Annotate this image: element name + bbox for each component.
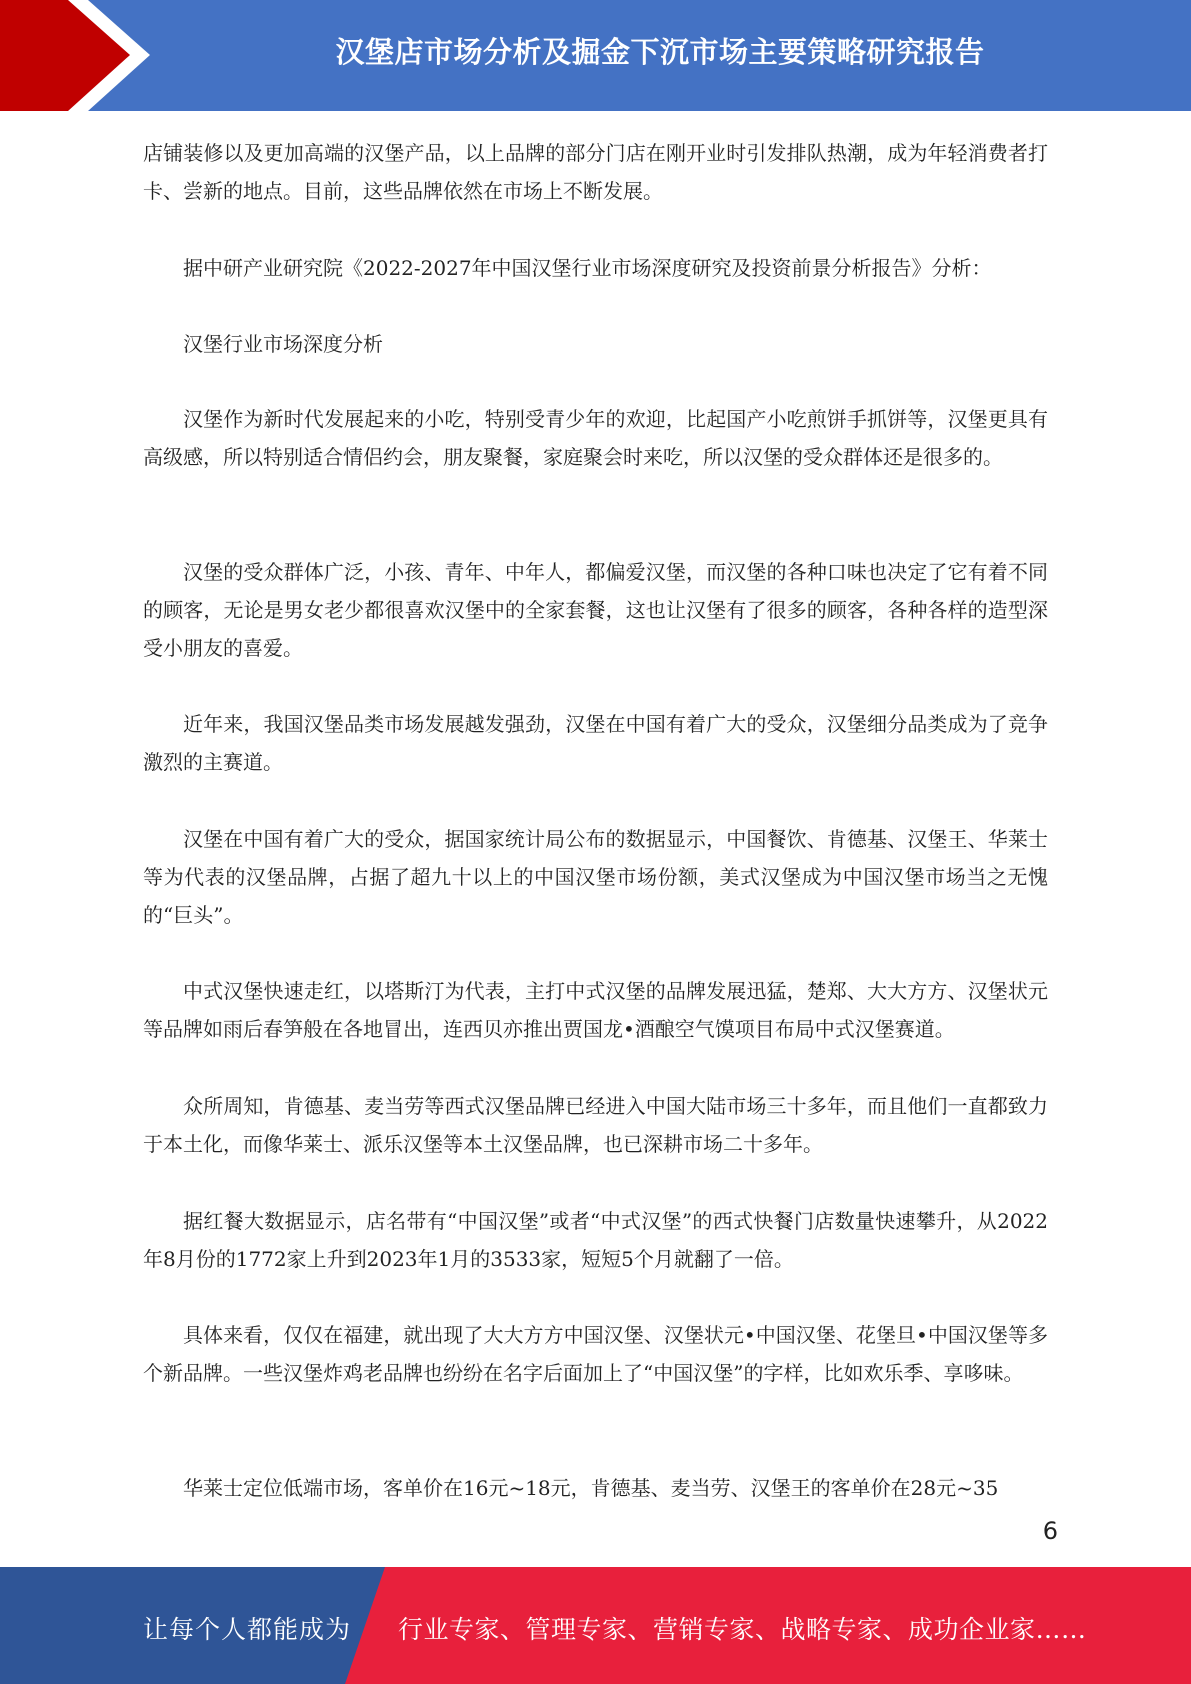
paragraph: 众所周知，肯德基、麦当劳等西式汉堡品牌已经进入中国大陆市场三十多年，而且他们一直都致力于本土化，而像华莱士、派乐汉堡等本土汉堡品牌，也已深耕市场二十多年。 xyxy=(143,1094,1048,1156)
paragraph: 店铺装修以及更加高端的汉堡产品，以上品牌的部分门店在刚开业时引发排队热潮，成为年轻消费者打卡、尝新的地点。目前，这些品牌依然在市场上不断发展。 xyxy=(143,141,1048,203)
paragraph: 中式汉堡快速走红，以塔斯汀为代表，主打中式汉堡的品牌发展迅猛，楚郑、大大方方、汉堡状元等品牌如雨后春笋般在各地冒出，连西贝亦推出贾国龙•酒酿空气馍项目布局中式汉堡赛道。 xyxy=(143,979,1048,1041)
paragraph: 据红餐大数据显示，店名带有“中国汉堡”或者“中式汉堡”的西式快餐门店数量快速攀升，从2022年8月份的1772家上升到2023年1月的3533家，短短5个月就翻了一倍。 xyxy=(143,1209,1048,1271)
document-title: 汉堡店市场分析及掘金下沉市场主要策略研究报告 xyxy=(335,35,985,69)
paragraph: 汉堡作为新时代发展起来的小吃，特别受青少年的欢迎，比起国产小吃煎饼手抓饼等，汉堡更具有高级感，所以特别适合情侣约会，朋友聚餐，家庭聚会时来吃，所以汉堡的受众群体还是很多的。 xyxy=(143,407,1048,469)
page-number: 6 xyxy=(1042,1517,1058,1545)
footer-slogan-left: 让每个人都能成为 xyxy=(143,1615,352,1644)
paragraph: 汉堡在中国有着广大的受众，据国家统计局公布的数据显示，中国餐饮、肯德基、汉堡王、华莱士等为代表的汉堡品牌，占据了超九十以上的中国汉堡市场份额，美式汉堡成为中国汉堡市场当之无愧的“巨头”。 xyxy=(143,827,1048,927)
section-heading: 汉堡行业市场深度分析 xyxy=(183,332,383,356)
paragraph: 华莱士定位低端市场，客单价在16元~18元，肯德基、麦当劳、汉堡王的客单价在28元~35 xyxy=(183,1476,999,1500)
paragraph: 具体来看，仅仅在福建，就出现了大大方方中国汉堡、汉堡状元•中国汉堡、花堡旦•中国汉堡等多个新品牌。一些汉堡炸鸡老品牌也纷纷在名字后面加上了“中国汉堡”的字样，比如欢乐季、享哆味。 xyxy=(143,1323,1048,1385)
header-red-chevron xyxy=(0,0,130,111)
footer-slogan-right: 行业专家、管理专家、营销专家、战略专家、成功企业家…… xyxy=(398,1615,1087,1644)
header-chevron-graphic xyxy=(0,0,200,111)
paragraph: 汉堡的受众群体广泛，小孩、青年、中年人，都偏爱汉堡，而汉堡的各种口味也决定了它有着不同的顾客，无论是男女老少都很喜欢汉堡中的全家套餐，这也让汉堡有了很多的顾客，各种各样的造型深受小朋友的喜爱。 xyxy=(143,560,1048,660)
paragraph: 近年来，我国汉堡品类市场发展越发强劲，汉堡在中国有着广大的受众，汉堡细分品类成为了竞争激烈的主赛道。 xyxy=(143,712,1048,774)
paragraph: 据中研产业研究院《2022-2027年中国汉堡行业市场深度研究及投资前景分析报告》分析： xyxy=(183,256,992,280)
